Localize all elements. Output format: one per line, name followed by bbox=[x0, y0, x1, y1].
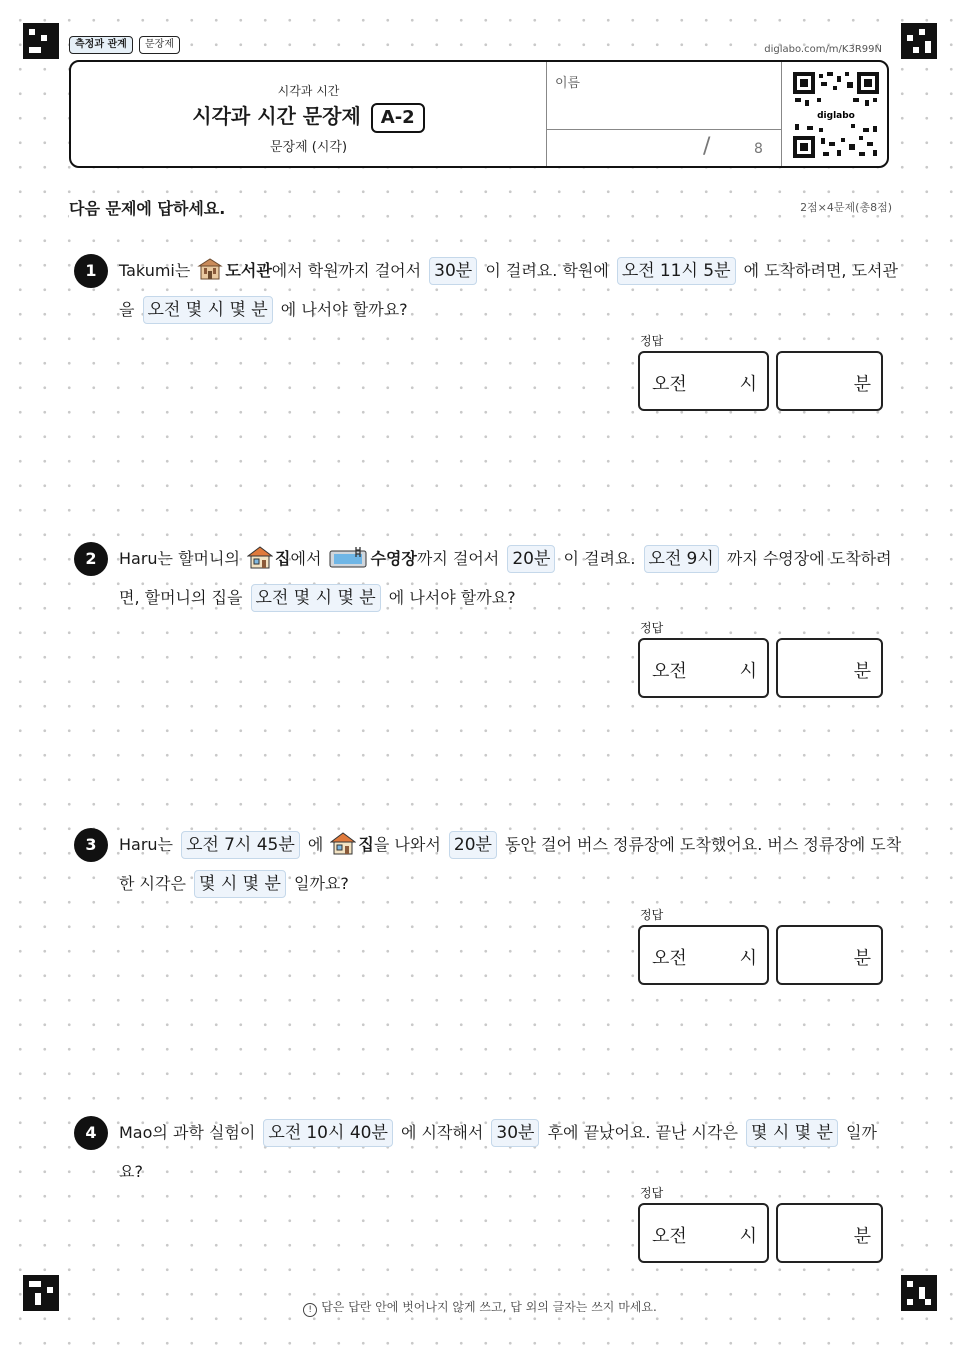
question-text: Mao의 과학 실험이 오전 10시 40분 에 시작해서 30분 후에 끝났어요. 끝난 시각은 몇 시 몇 분 일까 요? bbox=[119, 1113, 889, 1191]
worksheet-url[interactable]: diglabo.com/m/K3R99N bbox=[764, 44, 882, 55]
divider bbox=[546, 62, 547, 166]
question-number: 1 bbox=[74, 254, 108, 288]
highlight-time: 오전 11시 5분 bbox=[617, 257, 736, 285]
question-number: 3 bbox=[74, 828, 108, 862]
answer-minute-box[interactable]: 분 bbox=[776, 925, 883, 985]
divider bbox=[546, 129, 781, 130]
library-icon bbox=[197, 256, 223, 280]
score-slash: / bbox=[703, 134, 711, 159]
answer-hour-box[interactable]: 오전 시 bbox=[638, 925, 769, 985]
answer-label: 정답 bbox=[640, 908, 664, 922]
answer-hour-box[interactable]: 오전 시 bbox=[638, 638, 769, 698]
highlight-query: 오전 몇 시 몇 분 bbox=[143, 296, 273, 324]
highlight-value: 20분 bbox=[507, 545, 555, 573]
score-total: 8 bbox=[754, 141, 763, 157]
answer-minute-box[interactable]: 분 bbox=[776, 1203, 883, 1263]
highlight-time: 오전 9시 bbox=[644, 545, 719, 573]
answer-hour-box[interactable]: 오전 시 bbox=[638, 351, 769, 411]
pool-icon bbox=[328, 544, 368, 568]
type-tag: 문장제 bbox=[139, 36, 180, 54]
question-text: Haru는 할머니의 집에서 수영장까지 걸어서 20분 이 걸려요. 오전 9시 까지 수영장에 도착하려 면, 할머니의 집을 오전 몇 시 몇 분 에 나서야 할까요? bbox=[119, 539, 889, 617]
question-number: 2 bbox=[74, 542, 108, 576]
highlight-time: 오전 7시 45분 bbox=[181, 831, 300, 859]
highlight-value: 30분 bbox=[491, 1119, 539, 1147]
page-title bbox=[71, 100, 546, 133]
divider bbox=[781, 62, 782, 166]
name-field-label: 이름 bbox=[555, 76, 581, 91]
header-kind: 문장제 (시각) bbox=[269, 140, 348, 155]
category-tag: 측정과 관계 bbox=[69, 36, 133, 54]
corner-marker-top-right bbox=[901, 23, 937, 59]
house-icon bbox=[247, 544, 273, 568]
answer-label: 정답 bbox=[640, 1186, 664, 1200]
highlight-query: 몇 시 몇 분 bbox=[746, 1119, 838, 1147]
instructions: 다음 문제에 답하세요. bbox=[69, 196, 225, 219]
question-number: 4 bbox=[74, 1116, 108, 1150]
points-info: 2점×4문제(총8점) bbox=[800, 201, 892, 214]
answer-label: 정답 bbox=[640, 334, 664, 348]
footer-note: ! 답은 답란 안에 벗어나지 않게 쓰고, 답 외의 글자는 쓰지 마세요. bbox=[0, 1298, 960, 1317]
question-text: Haru는 오전 7시 45분 에 집을 나와서 20분 동안 걸어 버스 정류장에 도착했어요. 버스 정류장에 도착 한 시각은 몇 시 몇 분 일까요? bbox=[119, 825, 889, 903]
house-icon bbox=[330, 830, 356, 854]
highlight-value: 30분 bbox=[429, 257, 477, 285]
warning-icon: ! bbox=[303, 1303, 317, 1317]
worksheet-code: A-2 bbox=[371, 103, 425, 133]
question-text: Takumi는 도서관에서 학원까지 걸어서 30분 이 걸려요. 학원에 오전 11시 5분 에 도착하려면, 도서관 을 오전 몇 시 몇 분 에 나서야 할까요? bbox=[119, 251, 889, 329]
answer-label: 정답 bbox=[640, 621, 664, 635]
answer-hour-box[interactable]: 오전 시 bbox=[638, 1203, 769, 1263]
highlight-value: 20분 bbox=[449, 831, 497, 859]
highlight-time: 오전 10시 40분 bbox=[263, 1119, 392, 1147]
header-subtitle: 시각과 시간 bbox=[277, 84, 340, 98]
answer-minute-box[interactable]: 분 bbox=[776, 351, 883, 411]
qr-logo-text: diglabo bbox=[817, 111, 855, 121]
answer-minute-box[interactable]: 분 bbox=[776, 638, 883, 698]
worksheet-header bbox=[69, 60, 889, 168]
qr-code-icon[interactable] bbox=[793, 72, 879, 158]
corner-marker-top-left bbox=[23, 23, 59, 59]
highlight-query: 오전 몇 시 몇 분 bbox=[251, 584, 381, 612]
highlight-query: 몇 시 몇 분 bbox=[194, 870, 286, 898]
title-text: 시각과 시간 문장제 bbox=[192, 104, 361, 128]
